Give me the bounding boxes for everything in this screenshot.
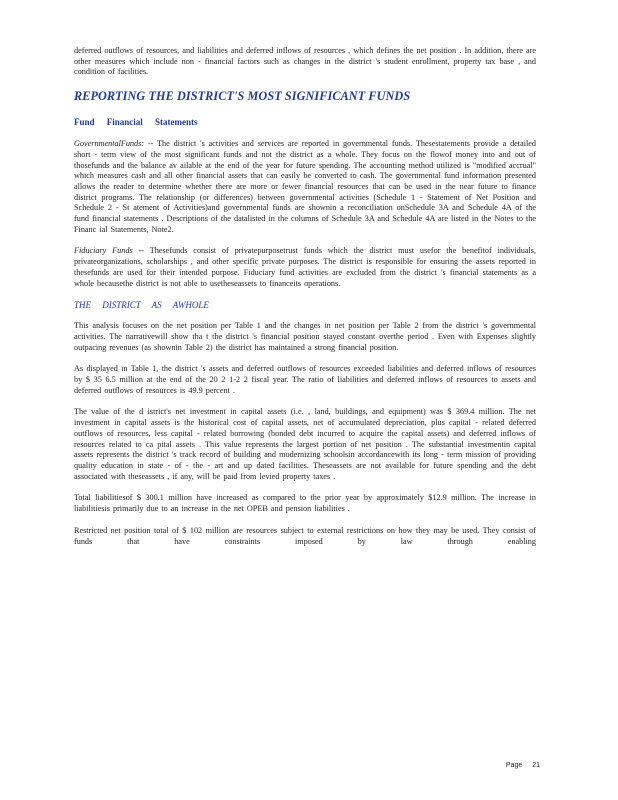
governmental-funds-paragraph	[74, 139, 536, 235]
section-heading: REPORTING THE DISTRICT'S MOST SIGNIFICANT FUNDS	[74, 89, 411, 104]
governmental-funds-text: -- The district 's activities and services are reported in governmental funds. Thesestatements provide a detailed short - term view of the most significant funds and not the district as a whole. They focus on the flowof money into and out of thosefunds and the balance av ailable at the end of the year for future spending. The accounting method utilized is "modified accrual" which measures cash and all other financial assets that can easily be converted to cash. The governmental fund information presented allows the reader to determine whether there are more or fewer financial resources that can be used in the near future to finance district programs. The relationship (or differences) between governmental activities (Schedule 1 - Statement of Net Position and Schedule 2 - St atement of Activities)and governmental funds are shownin a reconciliation onSchedule 3A and Schedule 4A of the fund financial statements . Descriptions of the datalisted in the columns of Schedule 3A and Schedule 4A are listed in the Notes to the Financ ial Statements, Note2.	[74, 139, 536, 234]
page-label: Page	[505, 762, 523, 769]
page-footer	[498, 762, 540, 769]
intro-paragraph: deferred outflows of resources, and liabilities and deferred inflows of resources , which defines the net position . In addition, there are other measures which include non - financial factors such as changes in the district 's student enrollment, property tax base , and condition of facilities.	[74, 46, 536, 77]
document-page	[74, 46, 536, 558]
district-as-whole-heading: THE DISTRICT AS AWHOLE	[74, 300, 209, 311]
body-paragraph: As displayed in Table 1, the district 's assets and deferred outflows of resources exceeded liabilities and deferred inflows of resources by $ 35 6.5 million at the end of the 20 2 1-2 2 fiscal year. The ratio of liabilities and deferred inflows of resources to assets and deferred outflows of resources is 49.9 percent .	[74, 364, 536, 395]
fiduciary-funds-label: Fiduciary Funds	[74, 246, 133, 256]
subheading: Fund Financial Statements	[74, 117, 198, 128]
governmental-funds-label: GovernmentalFunds:	[74, 139, 145, 149]
body-paragraph: Restricted net position total of $ 102 million are resources subject to external restrictions on how they may be used. They consist of funds that have constraints imposed by law through enabling	[74, 525, 536, 546]
page-number: 21	[532, 762, 540, 769]
fiduciary-funds-paragraph	[74, 246, 536, 289]
fiduciary-funds-text: -- Thesefunds consist of privatepurposetrust funds which the district must usefor the benefitof individuals, privateorganizations, scholarships , and other specific private purposes. The district is responsible for ensuring the assets reported in thesefunds are used for their intended purpose. Fiduciary fund activities are excluded from the district 's financial statements as a whole becausethe district is not able to usetheseassets to financeits operations.	[74, 246, 537, 288]
body-paragraph: The value of the d istrict's net investment in capital assets (i.e. , land, buildings, and equipment) was $ 369.4 million. The net investment in capital assets is the historical cost of capital assets, net of accumulated depreciation, plus capital - related deferred outflows of resources, less capital - related borrowing (bonded debt incurred to acquire the capital assets) and deferred inflows of resources related to ca pital assets . This value represents the largest portion of net position . The substantial investmentin capital assets represents the district 's track record of building and modernizing schoolsin accordancewith its long - term mission of providing quality education in state - of - the - art and up dated facilities. Theseassets are not available for future spending and the debt associated with theseassets , if any, will be paid from levied property taxes .	[74, 407, 536, 481]
body-paragraph: Total liabilitiesof $ 300.1 million have increased as compared to the prior year by approximately $12.9 million. The increase in liabilitiesis primarily due to an increase in the net OPEB and pension liabilities .	[74, 493, 536, 514]
body-paragraph: This analysis focuses on the net position per Table 1 and the changes in net position per Table 2 from the district 's governmental activities. The narrativewill show tha t the district 's financial position stayed constant overthe period . Even with Expenses slightly outpacing revenues (as shownin Table 2) the district has maintained a strong financial position.	[74, 321, 536, 352]
